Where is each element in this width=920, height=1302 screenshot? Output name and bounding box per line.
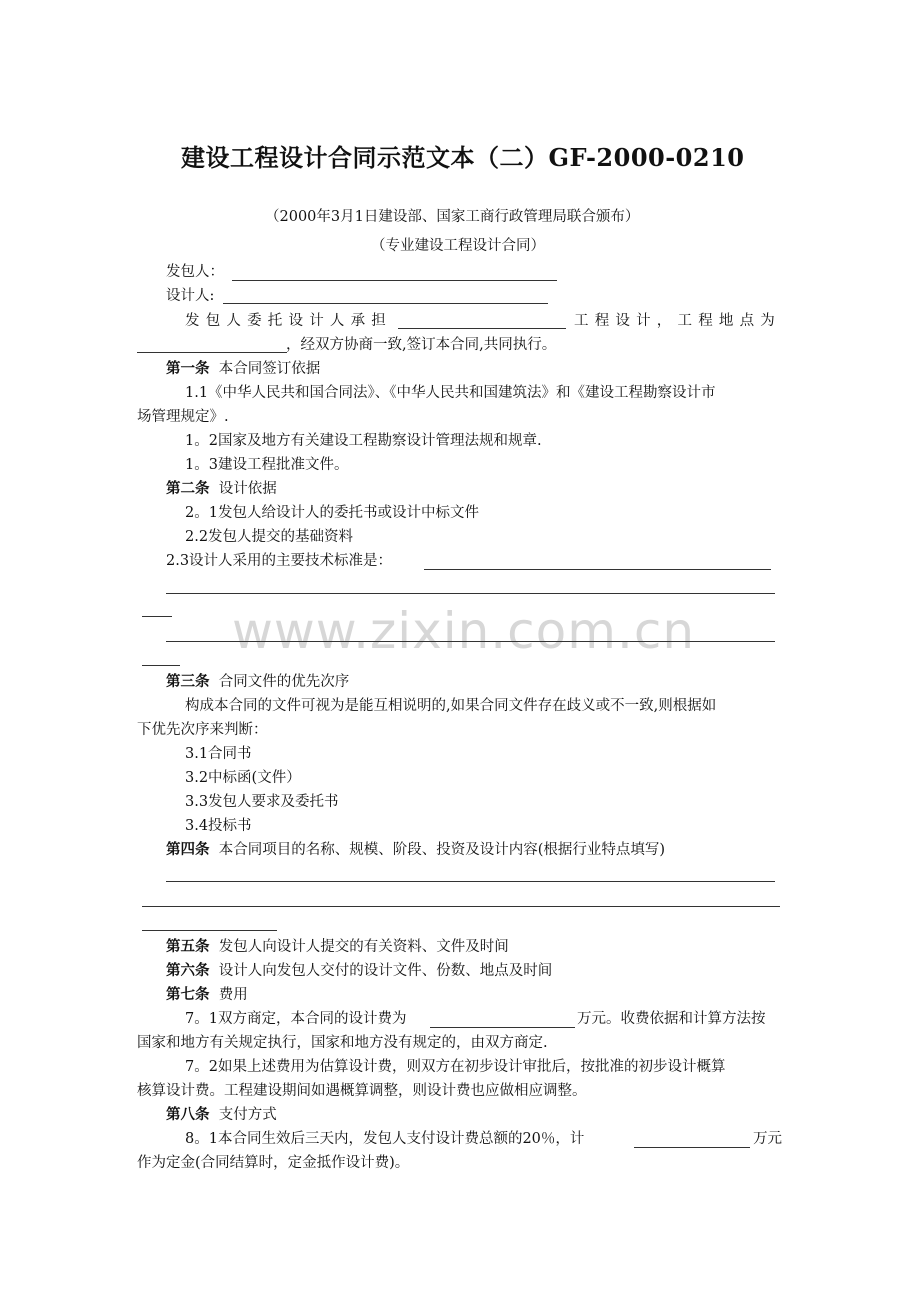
clause-3-3: 3.3发包人要求及委托书 (185, 794, 339, 810)
technical-standard-blank-1[interactable] (424, 569, 771, 570)
clause-7-2-line2: 核算设计费。工程建设期间如遇概算调整，则设计费也应做相应调整。 (137, 1083, 587, 1099)
technical-standard-blank-5[interactable] (142, 665, 180, 666)
article-4-number: 第四条 (166, 841, 210, 858)
clause-2-2: 2.2发包人提交的基础资料 (185, 529, 354, 545)
deposit-amount-blank[interactable] (634, 1147, 750, 1148)
article-2-heading (166, 482, 277, 497)
watermark: www.zixin.com.cn (232, 602, 696, 660)
clause-8-1-text-a: 8。1本合同生效后三天内，发包人支付设计费总额的20％，计 (185, 1131, 585, 1147)
designer-label: 设计人: (166, 288, 215, 304)
clause-1-3: 1。3建设工程批准文件。 (185, 457, 349, 473)
article-4-title: 本合同项目的名称、规模、阶段、投资及设计内容(根据行业特点填写) (218, 842, 666, 858)
article-8-number: 第八条 (166, 1106, 210, 1123)
client-label: 发包人： (166, 264, 224, 280)
project-name-blank[interactable] (398, 328, 566, 329)
project-details-blank-1[interactable] (166, 881, 775, 882)
intro-text-a: 发包人委托设计人承担 (185, 313, 392, 329)
clause-3-1: 3.1合同书 (185, 746, 252, 762)
clause-7-1-line2: 国家和地方有关规定执行，国家和地方没有规定的，由双方商定. (137, 1035, 548, 1051)
design-fee-blank[interactable] (430, 1027, 575, 1028)
clause-1-1-line2: 场管理规定》. (137, 409, 229, 425)
article-3-title: 合同文件的优先次序 (218, 674, 350, 690)
clause-7-1-text-b: 万元。收费依据和计算方法按 (577, 1011, 766, 1027)
technical-standard-blank-4[interactable] (166, 641, 775, 642)
technical-standard-blank-2[interactable] (166, 593, 775, 594)
article-4-heading (166, 843, 665, 858)
article-2-title: 设计依据 (218, 481, 277, 497)
article-8-title: 支付方式 (218, 1107, 277, 1123)
clause-1-2: 1。2国家及地方有关建设工程勘察设计管理法规和规章. (185, 433, 542, 449)
designer-name-blank[interactable] (223, 303, 548, 304)
clause-2-1: 2。1发包人给设计人的委托书或设计中标文件 (185, 505, 479, 521)
article-6-heading (166, 964, 552, 979)
clause-1-1-line1: 1.1《中华人民共和国合同法》、《中华人民共和国建筑法》和《建设工程勘察设计市 (185, 385, 716, 401)
article-5-heading (166, 940, 509, 955)
clause-7-1-text-a: 7。1双方商定，本合同的设计费为 (185, 1011, 407, 1027)
article-3-heading (166, 675, 349, 690)
client-name-blank[interactable] (232, 280, 557, 281)
clause-3-2: 3.2中标函(文件） (185, 770, 301, 786)
intro-text-b: 工程设计，工程地点为 (574, 313, 781, 329)
clause-7-2-line1: 7。2如果上述费用为估算设计费，则双方在初步设计审批后，按批准的初步设计概算 (185, 1059, 726, 1075)
article-1-title: 本合同签订依据 (218, 361, 321, 377)
article-5-number: 第五条 (166, 938, 210, 955)
article-7-title: 费用 (218, 987, 248, 1003)
technical-standard-blank-3[interactable] (142, 616, 172, 617)
clause-3-4: 3.4投标书 (185, 818, 252, 834)
article-2-number: 第二条 (166, 480, 210, 497)
clause-2-3: 2.3设计人采用的主要技术标准是： (166, 553, 393, 569)
article-7-heading (166, 988, 248, 1003)
article-1-number: 第一条 (166, 360, 210, 377)
clause-8-1-line2: 作为定金(合同结算时，定金抵作设计费)。 (137, 1155, 410, 1171)
article-6-title: 设计人向发包人交付的设计文件、份数、地点及时间 (218, 963, 553, 979)
article-7-number: 第七条 (166, 986, 210, 1003)
project-details-blank-3[interactable] (142, 930, 277, 931)
document-title: 建设工程设计合同示范文本（二）GF-2000-0210 (181, 143, 745, 172)
article-3-intro-line2: 下优先次序来判断： (137, 722, 268, 738)
article-8-heading (166, 1108, 277, 1123)
article-1-heading (166, 362, 320, 377)
clause-8-1-text-b: 万元 (753, 1131, 782, 1147)
issued-note: （2000年3月1日建设部、国家工商行政管理局联合颁布） (265, 209, 640, 225)
article-5-title: 发包人向设计人提交的有关资料、文件及时间 (218, 939, 509, 955)
intro-text-line2: ，经双方协商一致,签订本合同,共同执行。 (286, 337, 557, 353)
article-3-intro-line1: 构成本合同的文件可视为是能互相说明的,如果合同文件存在歧义或不一致,则根据如 (185, 698, 717, 714)
document-subtitle: （专业建设工程设计合同） (371, 238, 545, 254)
article-3-number: 第三条 (166, 673, 210, 690)
article-6-number: 第六条 (166, 962, 210, 979)
project-details-blank-2[interactable] (142, 906, 780, 907)
project-location-blank[interactable] (137, 352, 287, 353)
